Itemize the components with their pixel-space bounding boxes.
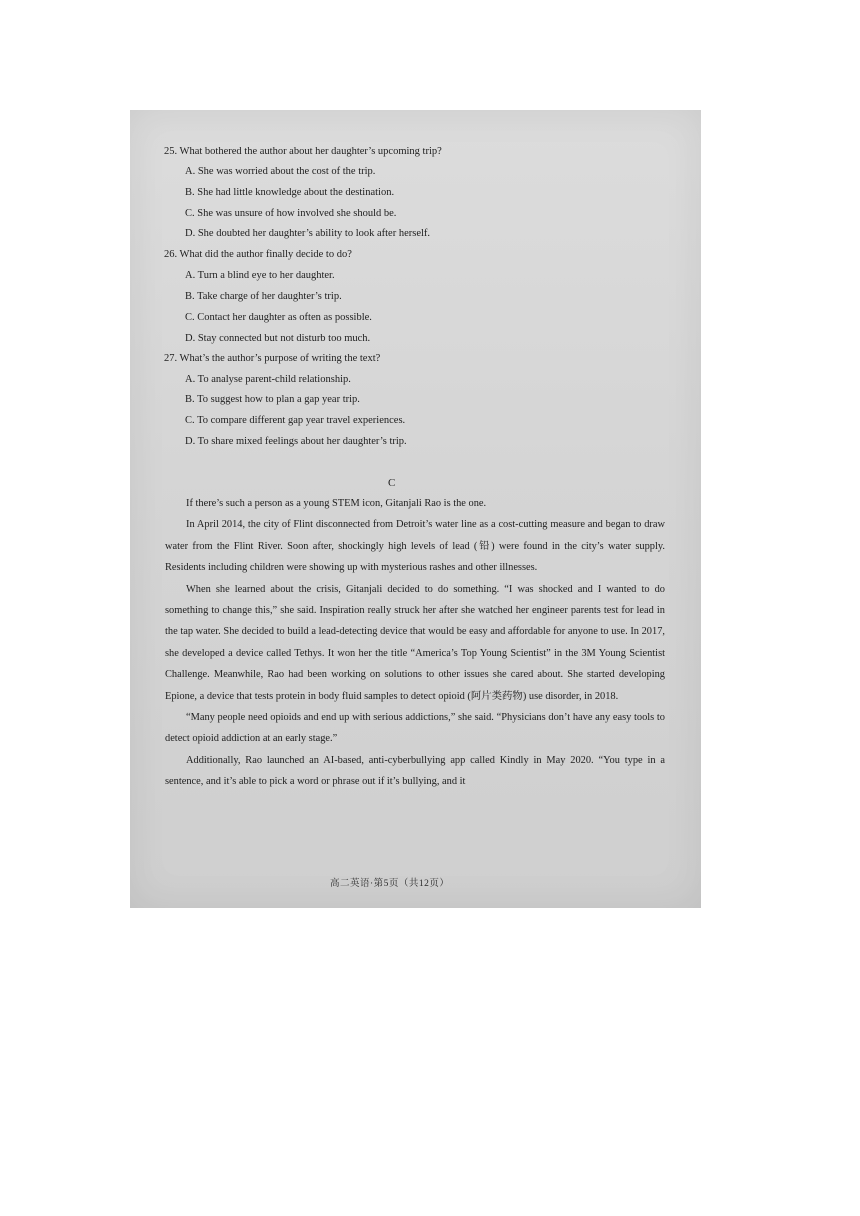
passage-paragraph-1: If there’s such a person as a young STEM icon, Gitanjali Rao is the one. bbox=[186, 498, 487, 509]
page-footer: 高二英语·第5页（共12页） bbox=[330, 879, 450, 889]
question-26-option-c: C. Contact her daughter as often as possible. bbox=[185, 312, 372, 323]
section-heading: C bbox=[388, 477, 396, 489]
question-27-option-c: C. To compare different gap year travel experiences. bbox=[185, 415, 406, 426]
passage bbox=[165, 493, 665, 793]
passage-paragraph-4: “Many people need opioids and end up with serious addictions,” she said. “Physicians don’t have any easy tools to detect opioid addiction at an early stage.” bbox=[165, 712, 665, 745]
scanned-exam-page bbox=[130, 110, 701, 908]
question-27-option-a: A. To analyse parent-child relationship. bbox=[185, 374, 351, 385]
passage-paragraph-3: When she learned about the crisis, Gitanjali decided to do something. “I was shocked and I wanted to do something to change this,” she said. Inspiration really struck her after she watched her engineer parents test for lead in the tap water. She decided to build a lead-detecting device that would be easy and affordable for anyone to use. In 2017, she developed a device called Tethys. It won her the title “America’s Top Young Scientist” in the 3M Young Scientist Challenge. Meanwhile, Rao had been working on solutions to other issues she cared about. She started developing Epione, a device that tests protein in body fluid samples to detect opioid (阿片类药物) use disorder, in 2018. bbox=[165, 583, 665, 702]
question-26-option-d: D. Stay connected but not disturb too much. bbox=[185, 333, 371, 344]
question-25-option-c: C. She was unsure of how involved she should be. bbox=[185, 208, 397, 219]
passage-paragraph-2: In April 2014, the city of Flint disconnected from Detroit’s water line as a cost-cutting measure and began to draw water from the Flint River. Soon after, shockingly high levels of lead (铅) were found in the city’s water supply. Residents including children were showing up with mysterious rashes and other illnesses. bbox=[165, 519, 665, 574]
page-content bbox=[130, 110, 701, 908]
question-26-option-a: A. Turn a blind eye to her daughter. bbox=[185, 270, 335, 281]
question-25-option-a: A. She was worried about the cost of the trip. bbox=[185, 166, 376, 177]
question-26-stem: 26. What did the author finally decide to do? bbox=[164, 249, 352, 260]
question-25-option-d: D. She doubted her daughter’s ability to look after herself. bbox=[185, 228, 431, 239]
question-27-option-b: B. To suggest how to plan a gap year trip. bbox=[185, 394, 360, 405]
question-26-option-b: B. Take charge of her daughter’s trip. bbox=[185, 291, 342, 302]
question-27-stem: 27. What’s the author’s purpose of writing the text? bbox=[164, 353, 381, 364]
question-27-option-d: D. To share mixed feelings about her daughter’s trip. bbox=[185, 436, 407, 447]
question-25-option-b: B. She had little knowledge about the destination. bbox=[185, 187, 395, 198]
passage-paragraph-5: Additionally, Rao launched an AI-based, anti-cyberbullying app called Kindly in May 2020. “You type in a sentence, and it’s able to pick a word or phrase out if it’s bullying, and it bbox=[165, 754, 665, 788]
question-25-stem: 25. What bothered the author about her daughter’s upcoming trip? bbox=[164, 146, 442, 157]
